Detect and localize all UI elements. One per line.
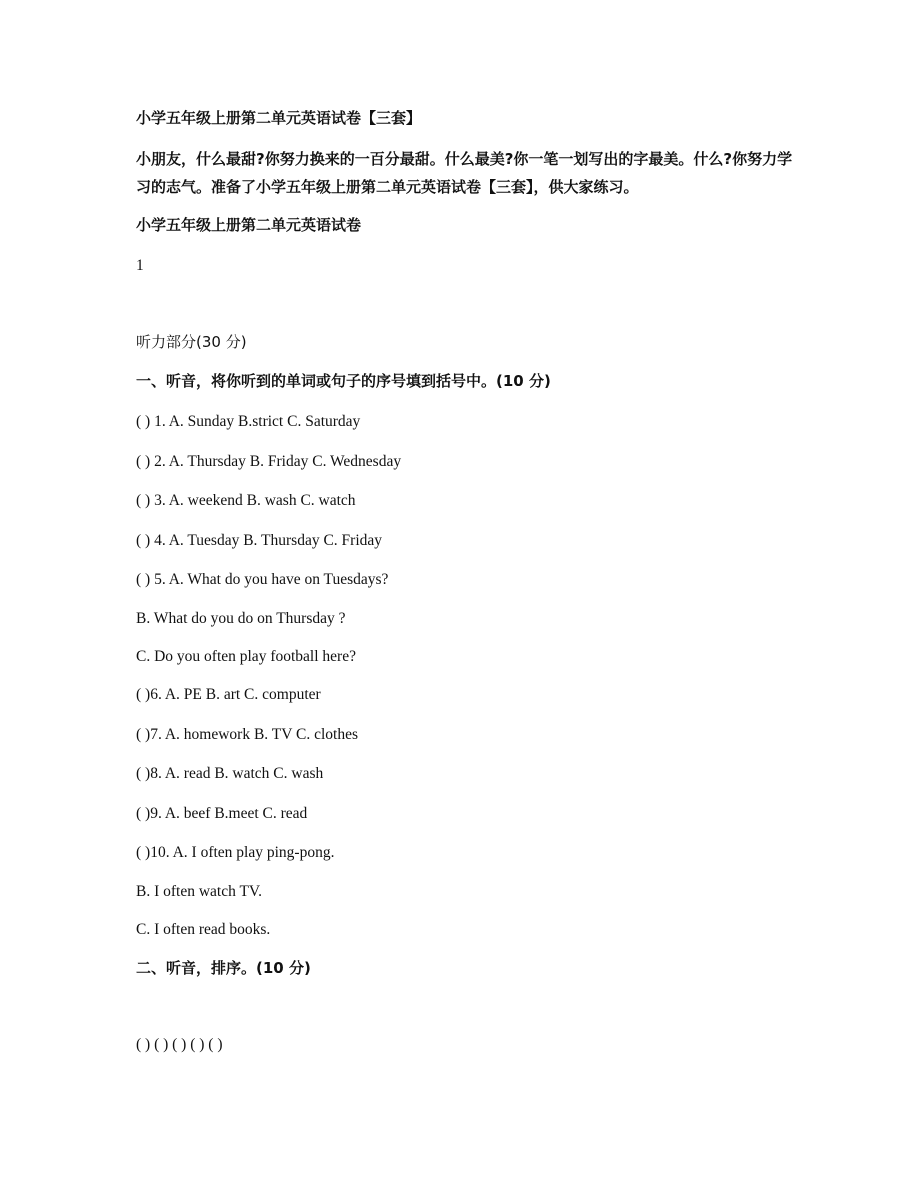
- document-title: 小学五年级上册第二单元英语试卷【三套】: [136, 109, 422, 127]
- question-item: ( )9. A. beef B.meet C. read: [136, 805, 308, 822]
- question-item: ( )7. A. homework B. TV C. clothes: [136, 726, 359, 743]
- question-option: C. Do you often play football here?: [136, 648, 356, 665]
- question-item: ( ) 2. A. Thursday B. Friday C. Wednesday: [136, 453, 402, 470]
- question-item: ( ) 1. A. Sunday B.strict C. Saturday: [136, 413, 361, 430]
- question-option: C. I often read books.: [136, 921, 271, 938]
- ordering-blanks: ( ) ( ) ( ) ( ) ( ): [136, 1036, 223, 1053]
- intro-paragraph: 小朋友，什么最甜?你努力换来的一百分最甜。什么最美?你一笔一划写出的字最美。什么?你努力学习的志气。准备了小学五年级上册第二单元英语试卷【三套】，供大家练习。: [136, 150, 793, 196]
- document-subtitle: 小学五年级上册第二单元英语试卷: [136, 216, 362, 234]
- question-option: B. What do you do on Thursday ?: [136, 610, 346, 627]
- paper-number: 1: [136, 257, 144, 274]
- question-item: ( )6. A. PE B. art C. computer: [136, 686, 321, 703]
- part1-heading: 一、听音，将你听到的单词或句子的序号填到括号中。(10 分): [136, 372, 551, 390]
- question-option: B. I often watch TV.: [136, 883, 262, 900]
- question-item: ( )8. A. read B. watch C. wash: [136, 765, 324, 782]
- question-item: ( )10. A. I often play ping-pong.: [136, 844, 335, 861]
- section-listening-heading: 听力部分(30 分): [136, 333, 247, 351]
- question-item: ( ) 3. A. weekend B. wash C. watch: [136, 492, 356, 509]
- question-item: ( ) 5. A. What do you have on Tuesdays?: [136, 571, 389, 588]
- part2-heading: 二、听音，排序。(10 分): [136, 959, 311, 977]
- question-item: ( ) 4. A. Tuesday B. Thursday C. Friday: [136, 532, 383, 549]
